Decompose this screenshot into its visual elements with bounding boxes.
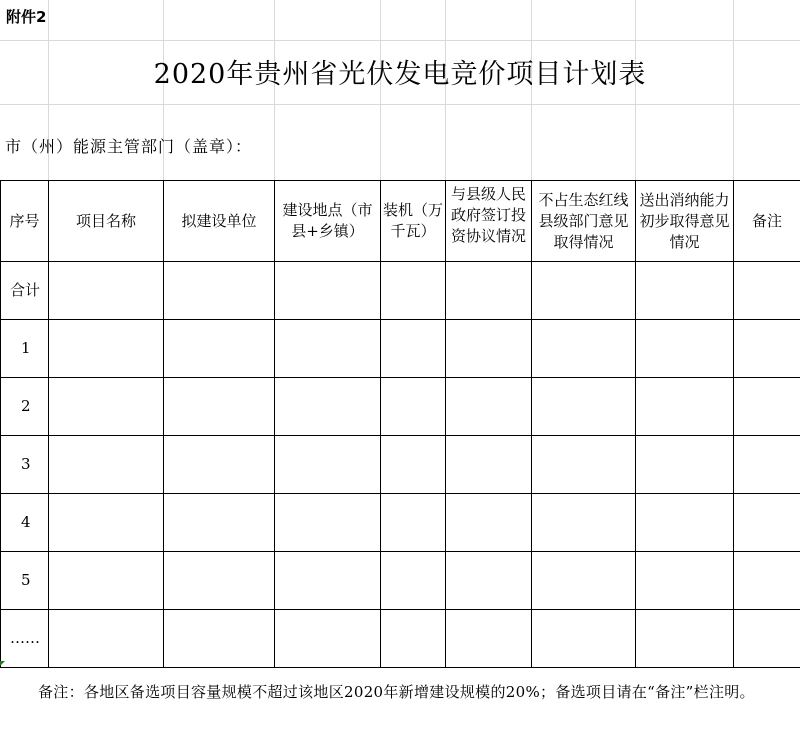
table-cell[interactable] <box>734 262 800 320</box>
table-row <box>1 378 800 436</box>
table-cell[interactable] <box>446 552 532 610</box>
table-cell[interactable] <box>446 610 532 668</box>
table-cell[interactable] <box>734 552 800 610</box>
table-cell[interactable] <box>164 378 275 436</box>
table-cell[interactable] <box>532 552 636 610</box>
table-cell[interactable] <box>49 436 164 494</box>
table-cell[interactable] <box>381 552 446 610</box>
row-index-ellipsis: …… <box>1 610 49 668</box>
table-row <box>1 552 800 610</box>
table-cell[interactable] <box>49 262 164 320</box>
table-cell[interactable] <box>49 320 164 378</box>
table-cell[interactable] <box>381 610 446 668</box>
attachment-label: 附件2 <box>6 8 47 26</box>
row-index: 4 <box>1 494 49 552</box>
table-cell[interactable] <box>446 494 532 552</box>
table-row <box>1 436 800 494</box>
header-agreement: 与县级人民政府签订投资协议情况 <box>446 181 532 262</box>
table-cell[interactable] <box>734 610 800 668</box>
header-remarks: 备注 <box>734 181 800 262</box>
table-cell[interactable] <box>275 378 381 436</box>
table-header-row <box>1 181 800 262</box>
table-cell[interactable] <box>381 494 446 552</box>
header-builder: 拟建设单位 <box>164 181 275 262</box>
table-cell[interactable] <box>532 610 636 668</box>
row-index: 5 <box>1 552 49 610</box>
table-row <box>1 610 800 668</box>
table-cell[interactable] <box>381 378 446 436</box>
table-cell[interactable] <box>164 436 275 494</box>
table-cell[interactable] <box>532 262 636 320</box>
row-index: 3 <box>1 436 49 494</box>
header-ecology: 不占生态红线县级部门意见取得情况 <box>532 181 636 262</box>
table-cell[interactable] <box>636 378 734 436</box>
cell-corner-marker <box>0 661 5 666</box>
table-row <box>1 262 800 320</box>
header-project-name: 项目名称 <box>49 181 164 262</box>
row-index: 1 <box>1 320 49 378</box>
table-cell[interactable] <box>275 552 381 610</box>
table-cell[interactable] <box>636 320 734 378</box>
table-cell[interactable] <box>164 262 275 320</box>
table-cell[interactable] <box>164 610 275 668</box>
header-grid: 送出消纳能力初步取得意见情况 <box>636 181 734 262</box>
row-index-total: 合计 <box>1 262 49 320</box>
table-cell[interactable] <box>49 494 164 552</box>
table-cell[interactable] <box>275 320 381 378</box>
table-cell[interactable] <box>734 436 800 494</box>
table-cell[interactable] <box>49 378 164 436</box>
table-cell[interactable] <box>636 436 734 494</box>
table-cell[interactable] <box>636 262 734 320</box>
table-cell[interactable] <box>164 320 275 378</box>
table-cell[interactable] <box>532 378 636 436</box>
table-row <box>1 494 800 552</box>
header-location: 建设地点（市县+乡镇） <box>275 181 381 262</box>
table-row <box>1 320 800 378</box>
table-cell[interactable] <box>275 436 381 494</box>
table-cell[interactable] <box>532 320 636 378</box>
table-cell[interactable] <box>49 610 164 668</box>
table-cell[interactable] <box>446 320 532 378</box>
footnote: 备注：各地区备选项目容量规模不超过该地区2020年新增建设规模的20%；备选项目请在“备注”栏注明。 <box>38 683 755 701</box>
table-cell[interactable] <box>49 552 164 610</box>
table-cell[interactable] <box>446 262 532 320</box>
table-cell[interactable] <box>636 494 734 552</box>
table-cell[interactable] <box>381 436 446 494</box>
table-cell[interactable] <box>734 320 800 378</box>
table-cell[interactable] <box>164 494 275 552</box>
header-capacity: 装机（万千瓦） <box>381 181 446 262</box>
document-title: 2020年贵州省光伏发电竞价项目计划表 <box>153 59 647 90</box>
table-cell[interactable] <box>532 436 636 494</box>
table-cell[interactable] <box>164 552 275 610</box>
table-cell[interactable] <box>275 610 381 668</box>
table-cell[interactable] <box>275 494 381 552</box>
table-cell[interactable] <box>636 552 734 610</box>
row-index: 2 <box>1 378 49 436</box>
table-cell[interactable] <box>446 378 532 436</box>
department-line: 市（州）能源主管部门（盖章）： <box>5 137 253 156</box>
project-plan-table <box>0 180 800 668</box>
table-cell[interactable] <box>532 494 636 552</box>
table-cell[interactable] <box>734 494 800 552</box>
header-seq: 序号 <box>1 181 49 262</box>
table-cell[interactable] <box>381 262 446 320</box>
table-cell[interactable] <box>381 320 446 378</box>
table-cell[interactable] <box>734 378 800 436</box>
table-cell[interactable] <box>446 436 532 494</box>
table-cell[interactable] <box>275 262 381 320</box>
table-cell[interactable] <box>636 610 734 668</box>
